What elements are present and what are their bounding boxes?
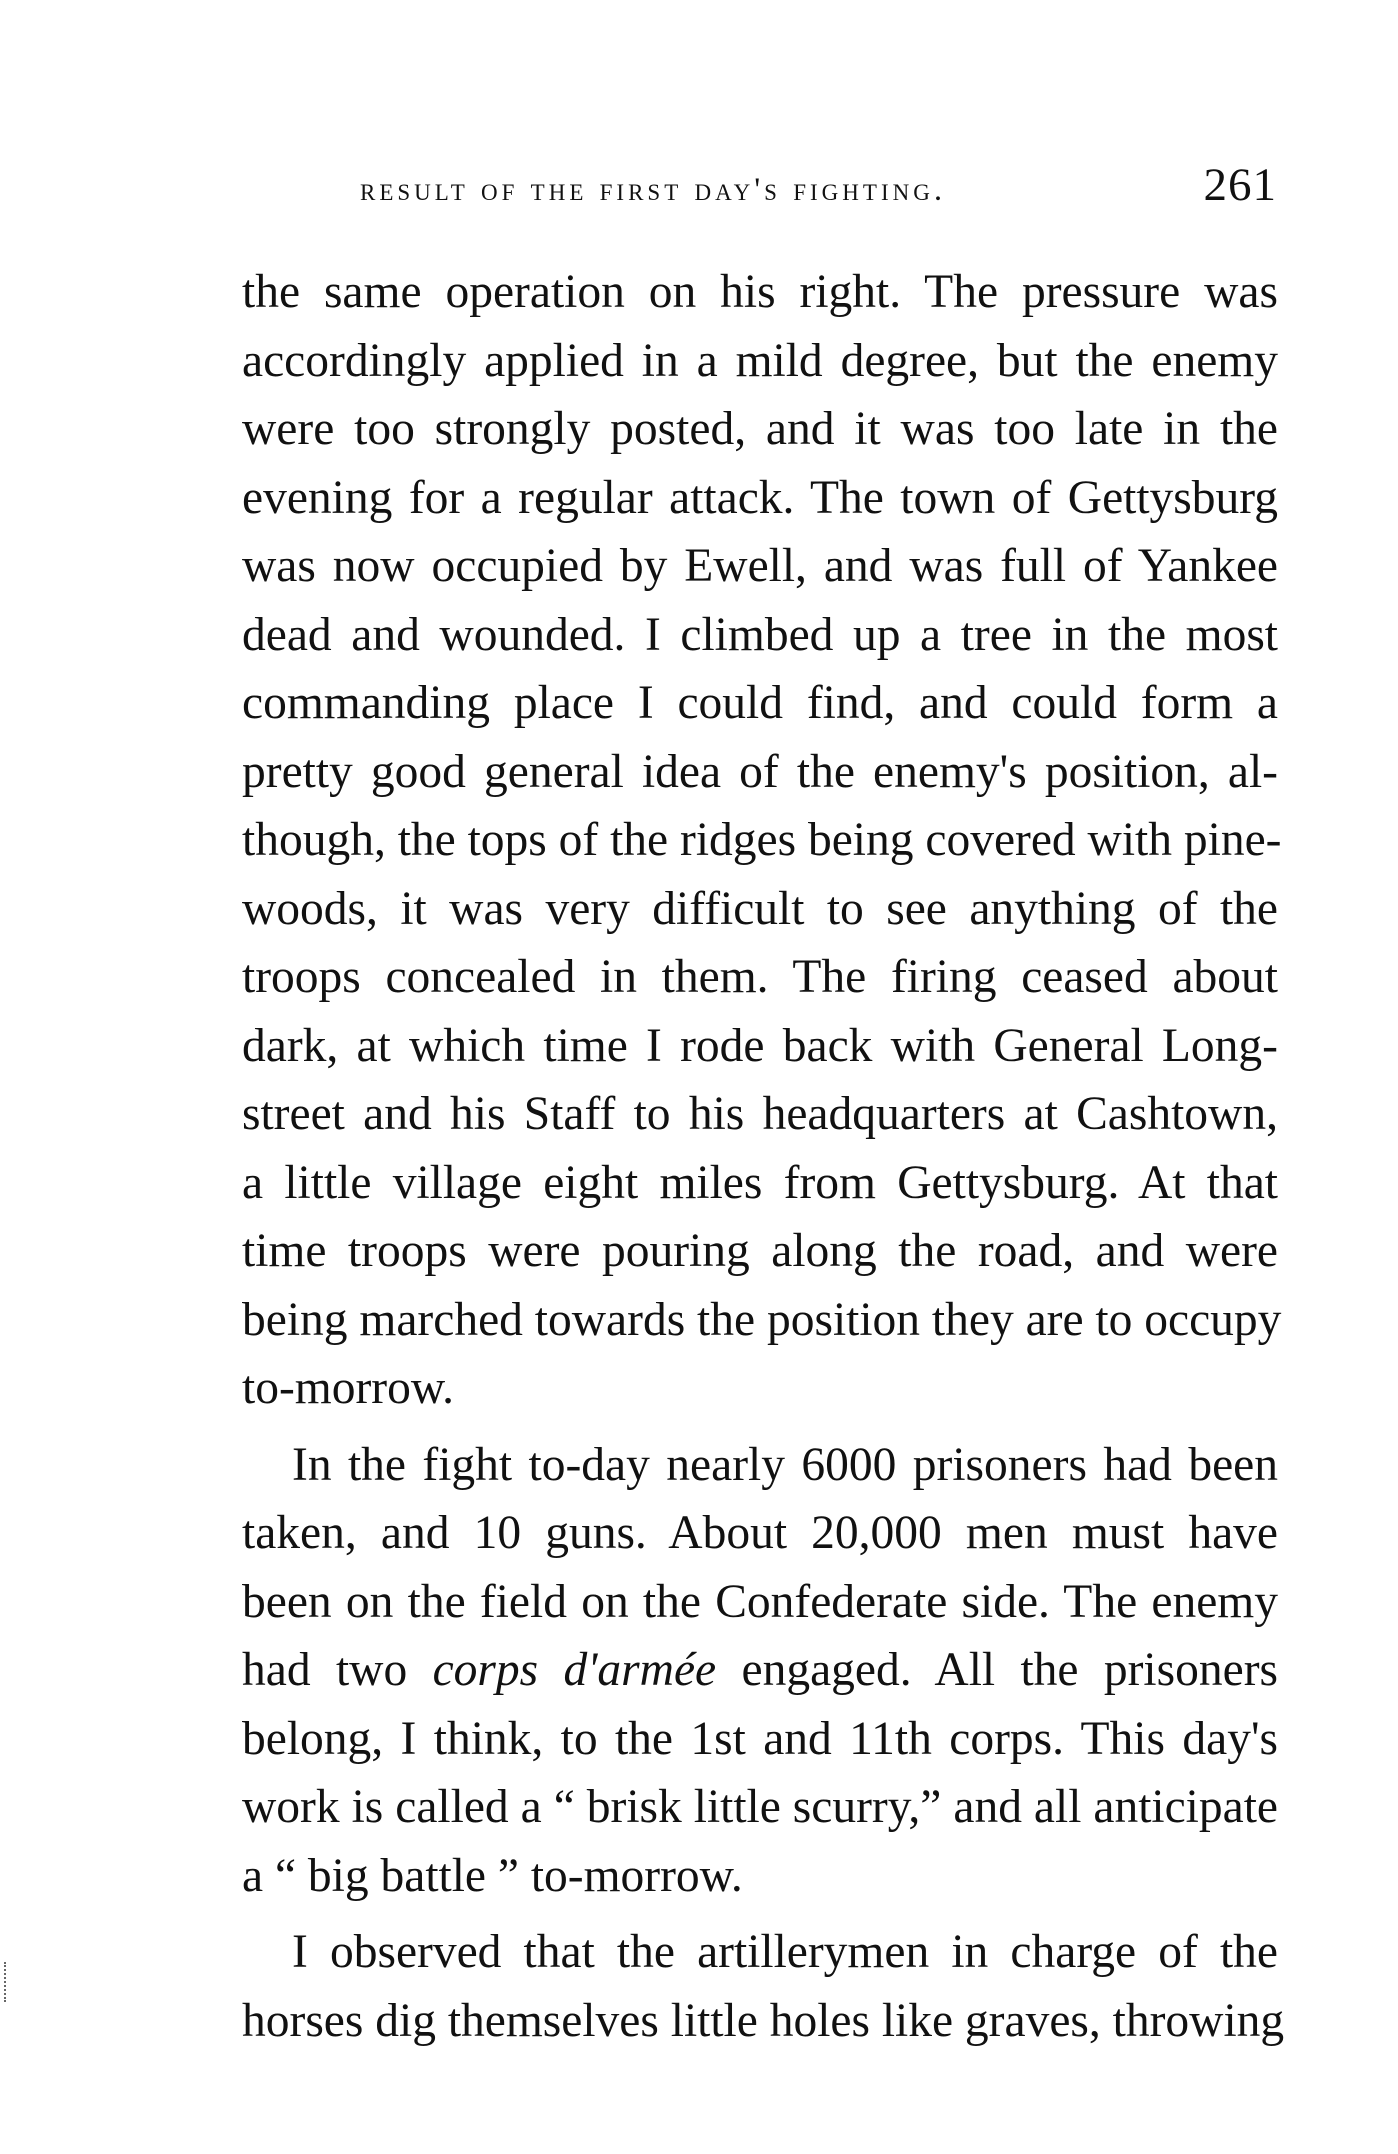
text-line: belong, I think, to the 1st and 11th corps. This day's (242, 1712, 1278, 1765)
paragraph-gap (242, 1910, 1278, 1918)
paragraph-gap (242, 1423, 1278, 1431)
scan-margin-mark (4, 1962, 10, 2002)
text-line: time troops were pouring along the road, and were (242, 1225, 1278, 1277)
text-line: accordingly applied in a mild degree, but the enemy (242, 334, 1278, 387)
italic-phrase: corps d'armée (432, 1644, 717, 1696)
text-line: dark, at which time I rode back with General Long- (242, 1019, 1278, 1072)
text-line: street and his Staff to his headquarters at Cashtown, (242, 1088, 1278, 1140)
text-line-with-italic: had two corps d'armée engaged. All the prisoners (242, 1644, 1278, 1696)
text-line: work is called a “ brisk little scurry,” and all anticipate (242, 1781, 1278, 1833)
page-number: 261 (1203, 159, 1277, 211)
text-line: troops concealed in them. The firing ceased about (242, 951, 1278, 1003)
body-text (242, 258, 1285, 2055)
text-line: a little village eight miles from Gettysburg. At that (242, 1156, 1278, 1209)
text-line: taken, and 10 guns. About 20,000 men must have (242, 1507, 1278, 1559)
text-line: was now occupied by Ewell, and was full of Yankee (242, 540, 1278, 592)
text-line: I observed that the artillerymen in charge of the (292, 1926, 1278, 1978)
text-line: evening for a regular attack. The town of Gettysburg (242, 471, 1278, 524)
text-line: been on the field on the Confederate side. The enemy (242, 1575, 1278, 1628)
text-line: the same operation on his right. The pressure was (242, 266, 1278, 318)
text-line: being marched towards the position they are to occupy (242, 1293, 1282, 1346)
paragraph (242, 1918, 1285, 2055)
paragraph (242, 1431, 1278, 1911)
paragraph (242, 258, 1282, 1423)
text-line: woods, it was very difficult to see anything of the (242, 882, 1278, 935)
running-head (242, 158, 1277, 218)
text-line: horses dig themselves little holes like graves, throwing (242, 1994, 1285, 2047)
text-line: commanding place I could find, and could form a (242, 677, 1278, 729)
text-line: a “ big battle ” to-morrow. (242, 1849, 743, 1902)
text-line: dead and wounded. I climbed up a tree in the most (242, 608, 1278, 661)
text-line: though, the tops of the ridges being covered with pine- (242, 814, 1282, 866)
running-title: result of the first day's fighting. (360, 172, 947, 208)
text-line: were too strongly posted, and it was too late in the (242, 403, 1278, 455)
text-line: In the fight to-day nearly 6000 prisoners had been (292, 1438, 1278, 1491)
text-line: pretty good general idea of the enemy's position, al- (242, 745, 1278, 798)
text-line: to-morrow. (242, 1362, 454, 1414)
